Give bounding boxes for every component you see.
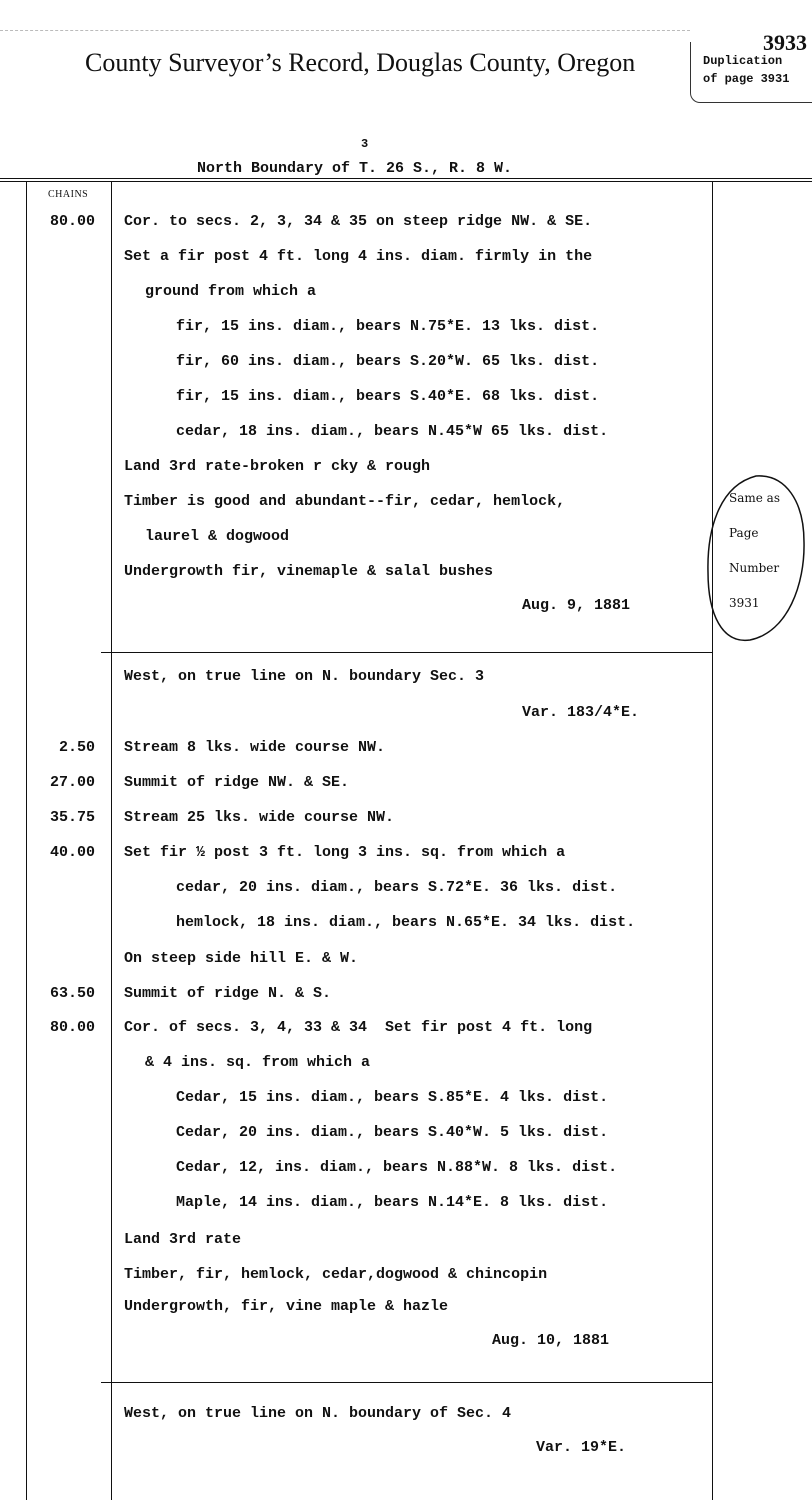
bearing-tree-line: fir, 60 ins. diam., bears S.20*W. 65 lks. dist.	[176, 353, 600, 370]
course-heading: West, on true line on N. boundary Sec. 3	[124, 668, 485, 685]
entry-line: ground from which a	[145, 283, 317, 300]
entry-line: & 4 ins. sq. from which a	[145, 1054, 371, 1071]
chain-value: 35.75	[49, 809, 95, 826]
bearing-tree-line: hemlock, 18 ins. diam., bears N.65*E. 34 lks. dist.	[176, 914, 636, 931]
entry-line: Timber, fir, hemlock, cedar,dogwood & chincopin	[124, 1266, 548, 1283]
header-rule-thin	[0, 178, 812, 179]
chains-column-divider	[111, 182, 112, 1500]
margin-note-line: 3931	[729, 596, 760, 610]
chains-column-header: CHAINS	[48, 189, 89, 200]
entry-line: Summit of ridge NW. & SE.	[124, 774, 350, 791]
bearing-tree-line: cedar, 20 ins. diam., bears S.72*E. 36 lks. dist.	[176, 879, 618, 896]
entry-divider	[101, 1382, 713, 1383]
bearing-tree-line: Cedar, 15 ins. diam., bears S.85*E. 4 lks. dist.	[176, 1089, 609, 1106]
record-title: County Surveyor’s Record, Douglas County, Oregon	[85, 48, 636, 77]
entry-line: Timber is good and abundant--fir, cedar, hemlock,	[124, 493, 566, 510]
bearing-tree-line: cedar, 18 ins. diam., bears N.45*W 65 lks. dist.	[176, 423, 609, 440]
entry-line: Cor. of secs. 3, 4, 33 & 34 Set fir post 4 ft. long	[124, 1019, 593, 1036]
chain-value: 2.50	[58, 739, 95, 756]
stamp-of-page-label: of page 3931	[703, 72, 790, 86]
bearing-tree-line: Cedar, 20 ins. diam., bears S.40*W. 5 lks. dist.	[176, 1124, 609, 1141]
chain-value: 80.00	[49, 213, 95, 230]
chain-value: 80.00	[49, 1019, 95, 1036]
top-dashed-rule	[0, 30, 690, 31]
course-heading: West, on true line on N. boundary of Sec. 4	[124, 1405, 512, 1422]
bearing-tree-line: Cedar, 12, ins. diam., bears N.88*W. 8 lks. dist.	[176, 1159, 618, 1176]
bearing-tree-line: fir, 15 ins. diam., bears S.40*E. 68 lks. dist.	[176, 388, 600, 405]
chain-value: 40.00	[49, 844, 95, 861]
entry-line: Land 3rd rate	[124, 1231, 242, 1248]
entry-line: Stream 25 lks. wide course NW.	[124, 809, 395, 826]
bearing-tree-line: Maple, 14 ins. diam., bears N.14*E. 8 lks. dist.	[176, 1194, 609, 1211]
chain-value: 63.50	[49, 985, 95, 1002]
entry-line: Stream 8 lks. wide course NW.	[124, 739, 386, 756]
entry-divider	[101, 652, 713, 653]
entry-line: Undergrowth fir, vinemaple & salal bushes	[124, 563, 494, 580]
entry-line: On steep side hill E. & W.	[124, 950, 359, 967]
section-title: North Boundary of T. 26 S., R. 8 W.	[197, 160, 513, 177]
header-rule-thick	[0, 181, 812, 182]
page-number: 3	[361, 137, 369, 151]
entry-line: Set a fir post 4 ft. long 4 ins. diam. firmly in the	[124, 248, 593, 265]
bearing-tree-line: fir, 15 ins. diam., bears N.75*E. 13 lks. dist.	[176, 318, 600, 335]
entry-line: Cor. to secs. 2, 3, 34 & 35 on steep ridge NW. & SE.	[124, 213, 593, 230]
variation-value: Var. 183/4*E.	[522, 704, 640, 721]
stamp-page-number: 3933	[763, 30, 807, 55]
margin-note-line: Same as	[729, 491, 780, 505]
left-margin-line	[26, 182, 27, 1500]
variation-value: Var. 19*E.	[536, 1439, 627, 1456]
right-margin-line	[712, 182, 713, 1500]
entry-line: laurel & dogwood	[145, 528, 290, 545]
margin-note-line: Page	[729, 526, 759, 540]
margin-note-line: Number	[729, 561, 780, 575]
chain-value: 27.00	[49, 774, 95, 791]
entry-line: Land 3rd rate-broken r cky & rough	[124, 458, 431, 475]
entry-date: Aug. 9, 1881	[522, 597, 631, 614]
entry-line: Set fir ½ post 3 ft. long 3 ins. sq. from which a	[124, 844, 566, 861]
stamp-duplication-label: Duplication	[703, 54, 783, 68]
entry-line: Undergrowth, fir, vine maple & hazle	[124, 1298, 449, 1315]
entry-date: Aug. 10, 1881	[492, 1332, 610, 1349]
entry-line: Summit of ridge N. & S.	[124, 985, 332, 1002]
